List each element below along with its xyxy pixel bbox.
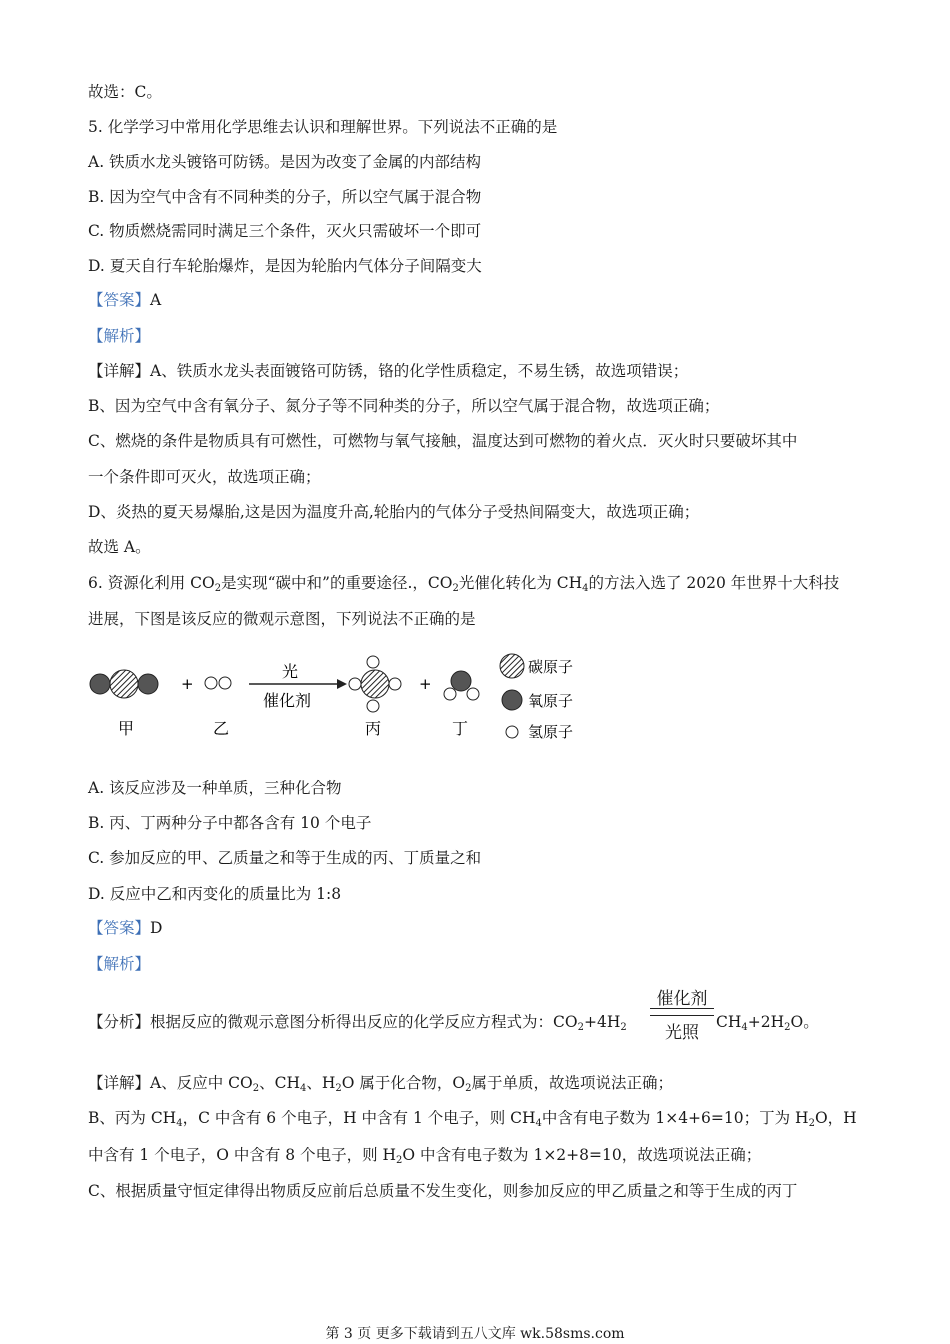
legend-oxygen: 氧原子 <box>528 692 574 710</box>
subscript: 4 <box>176 1118 183 1129</box>
answer-6 <box>88 918 162 938</box>
answer-value: A <box>150 291 162 309</box>
q6-option-d: D. 反应中乙和丙变化的质量比为 1:8 <box>88 885 342 903</box>
equation-right <box>716 1012 819 1032</box>
analysis-label: 【分析】 <box>88 1013 151 1031</box>
text-seg: B、丙为 CH <box>88 1109 177 1127</box>
label-bing: 丙 <box>365 719 382 738</box>
detail-text: A、铁质水龙头表面镀铬可防锈，铬的化学性质稳定，不易生锈，故选项错误； <box>150 362 689 380</box>
question-5: 5. 化学学习中常用化学思维去认识和理解世界。下列说法不正确的是 <box>88 118 558 136</box>
analysis-tag: 【解析】 <box>88 327 151 345</box>
option-c: C. 物质燃烧需同时满足三个条件，灭火只需破坏一个即可 <box>88 222 482 240</box>
subscript: 2 <box>335 1083 342 1094</box>
conclusion-5: 故选 A。 <box>88 538 151 556</box>
text-seg: +2H <box>747 1013 785 1031</box>
text-line: 故选：C。 <box>88 83 162 101</box>
text-seg: 属于单质，故选项说法正确； <box>471 1074 673 1092</box>
subscript: 2 <box>465 1083 472 1094</box>
text-seg: 根据反应的微观示意图分析得出反应的化学反应方程式为：CO <box>150 1013 578 1031</box>
detail-b: B、因为空气中含有氧分子、氮分子等不同种类的分子，所以空气属于混合物，故选项正确； <box>88 397 720 415</box>
subscript: 2 <box>252 1083 260 1094</box>
text-seg: 的方法入选了 2020 年世界十大科技 <box>588 574 840 592</box>
reaction-diagram <box>85 648 595 748</box>
subscript: 2 <box>577 1022 584 1033</box>
text-seg: 是实现“碳中和”的重要途径.，CO <box>221 574 453 592</box>
detail-6-b-2 <box>88 1145 761 1165</box>
text-seg: 光催化转化为 CH <box>458 574 583 592</box>
label-jia: 甲 <box>118 719 135 738</box>
molecule-h2o <box>444 671 479 700</box>
detail-tag: 【详解】 <box>88 1074 151 1092</box>
text-seg: 中含有电子数为 1×4+6=10；丁为 H <box>541 1109 809 1127</box>
detail-tag: 【详解】 <box>88 362 151 380</box>
legend <box>500 654 573 741</box>
detail-c-1: C、燃烧的条件是物质具有可燃性，可燃物与氧气接触，温度达到可燃物的着火点．灭火时只要破坏其中 <box>88 432 798 450</box>
question-6-line-1 <box>88 573 839 593</box>
legend-hydrogen: 氢原子 <box>528 723 574 741</box>
subscript: 4 <box>741 1022 748 1033</box>
condition-catalyst: 催化剂 <box>656 989 708 1009</box>
text-seg: O 中含有电子数为 1×2+8=10，故选项说法正确； <box>402 1146 762 1164</box>
detail-6-c: C、根据质量守恒定律得出物质反应前后总质量不发生变化，则参加反应的甲乙质量之和等于生成的丙丁 <box>88 1182 798 1200</box>
text-seg: 中含有 1 个电子，O 中含有 8 个电子，则 H <box>88 1146 397 1164</box>
text-seg: A、反应中 CO <box>150 1074 253 1092</box>
text-seg: 、CH <box>259 1074 300 1092</box>
detail-6-a <box>88 1073 673 1093</box>
subscript: 2 <box>784 1022 791 1033</box>
analysis-tag: 【解析】 <box>88 955 151 973</box>
plus-sign: + <box>419 675 432 693</box>
text-seg: +4H <box>583 1013 621 1031</box>
reaction-arrow <box>249 662 347 710</box>
analysis-equation <box>88 1012 627 1032</box>
plus-sign: + <box>181 675 194 693</box>
subscript: 2 <box>808 1118 815 1129</box>
reaction-condition <box>650 984 714 1043</box>
answer-5 <box>88 290 161 310</box>
text-seg: 6. 资源化利用 CO <box>88 574 215 592</box>
detail-c-2: 一个条件即可灭火，故选项正确； <box>88 468 321 486</box>
text-seg: CH <box>716 1013 742 1031</box>
equals-bars <box>650 1008 714 1016</box>
page-footer: 第 3 页 更多下载请到五八文库 wk.58sms.com <box>325 1326 625 1342</box>
subscript: 2 <box>214 583 222 594</box>
molecule-h2 <box>205 677 231 689</box>
question-6-line-2: 进展，下图是该反应的微观示意图，下列说法不正确的是 <box>88 610 476 628</box>
legend-carbon: 碳原子 <box>528 658 574 676</box>
label-ding: 丁 <box>452 719 469 738</box>
text-seg: O。 <box>790 1013 819 1031</box>
text-seg: O 属于化合物，O <box>341 1074 466 1092</box>
detail-d: D、炎热的夏天易爆胎,这是因为温度升高,轮胎内的气体分子受热间隔变大，故选项正确； <box>88 503 700 521</box>
q6-option-b: B. 丙、丁两种分子中都各含有 10 个电子 <box>88 814 372 832</box>
detail-6-b-1 <box>88 1108 857 1128</box>
arrow-condition-catalyst: 催化剂 <box>263 691 312 710</box>
q6-option-c: C. 参加反应的甲、乙质量之和等于生成的丙、丁质量之和 <box>88 849 482 867</box>
option-a: A. 铁质水龙头镀铬可防锈。是因为改变了金属的内部结构 <box>88 153 482 171</box>
subscript: 2 <box>620 1022 627 1033</box>
detail-a <box>88 361 688 381</box>
text-seg: O，H <box>814 1109 857 1127</box>
answer-tag: 【答案】 <box>88 919 151 937</box>
answer-value: D <box>150 919 163 937</box>
subscript: 4 <box>535 1118 542 1129</box>
subscript: 4 <box>582 583 589 594</box>
text-seg: ，C 中含有 6 个电子，H 中含有 1 个电子，则 CH <box>182 1109 536 1127</box>
option-b: B. 因为空气中含有不同种类的分子，所以空气属于混合物 <box>88 188 482 206</box>
condition-light: 光照 <box>665 1023 699 1043</box>
subscript: 2 <box>396 1155 403 1166</box>
subscript: 2 <box>452 583 459 594</box>
text-seg: 、H <box>306 1074 336 1092</box>
answer-tag: 【答案】 <box>88 291 151 309</box>
q6-option-a: A. 该反应涉及一种单质，三种化合物 <box>88 779 342 797</box>
label-yi: 乙 <box>213 719 230 738</box>
molecule-co2 <box>90 670 158 698</box>
molecule-ch4 <box>349 656 401 712</box>
arrow-condition-light: 光 <box>282 662 299 681</box>
option-d: D. 夏天自行车轮胎爆炸，是因为轮胎内气体分子间隔变大 <box>88 257 482 275</box>
subscript: 4 <box>299 1083 307 1094</box>
